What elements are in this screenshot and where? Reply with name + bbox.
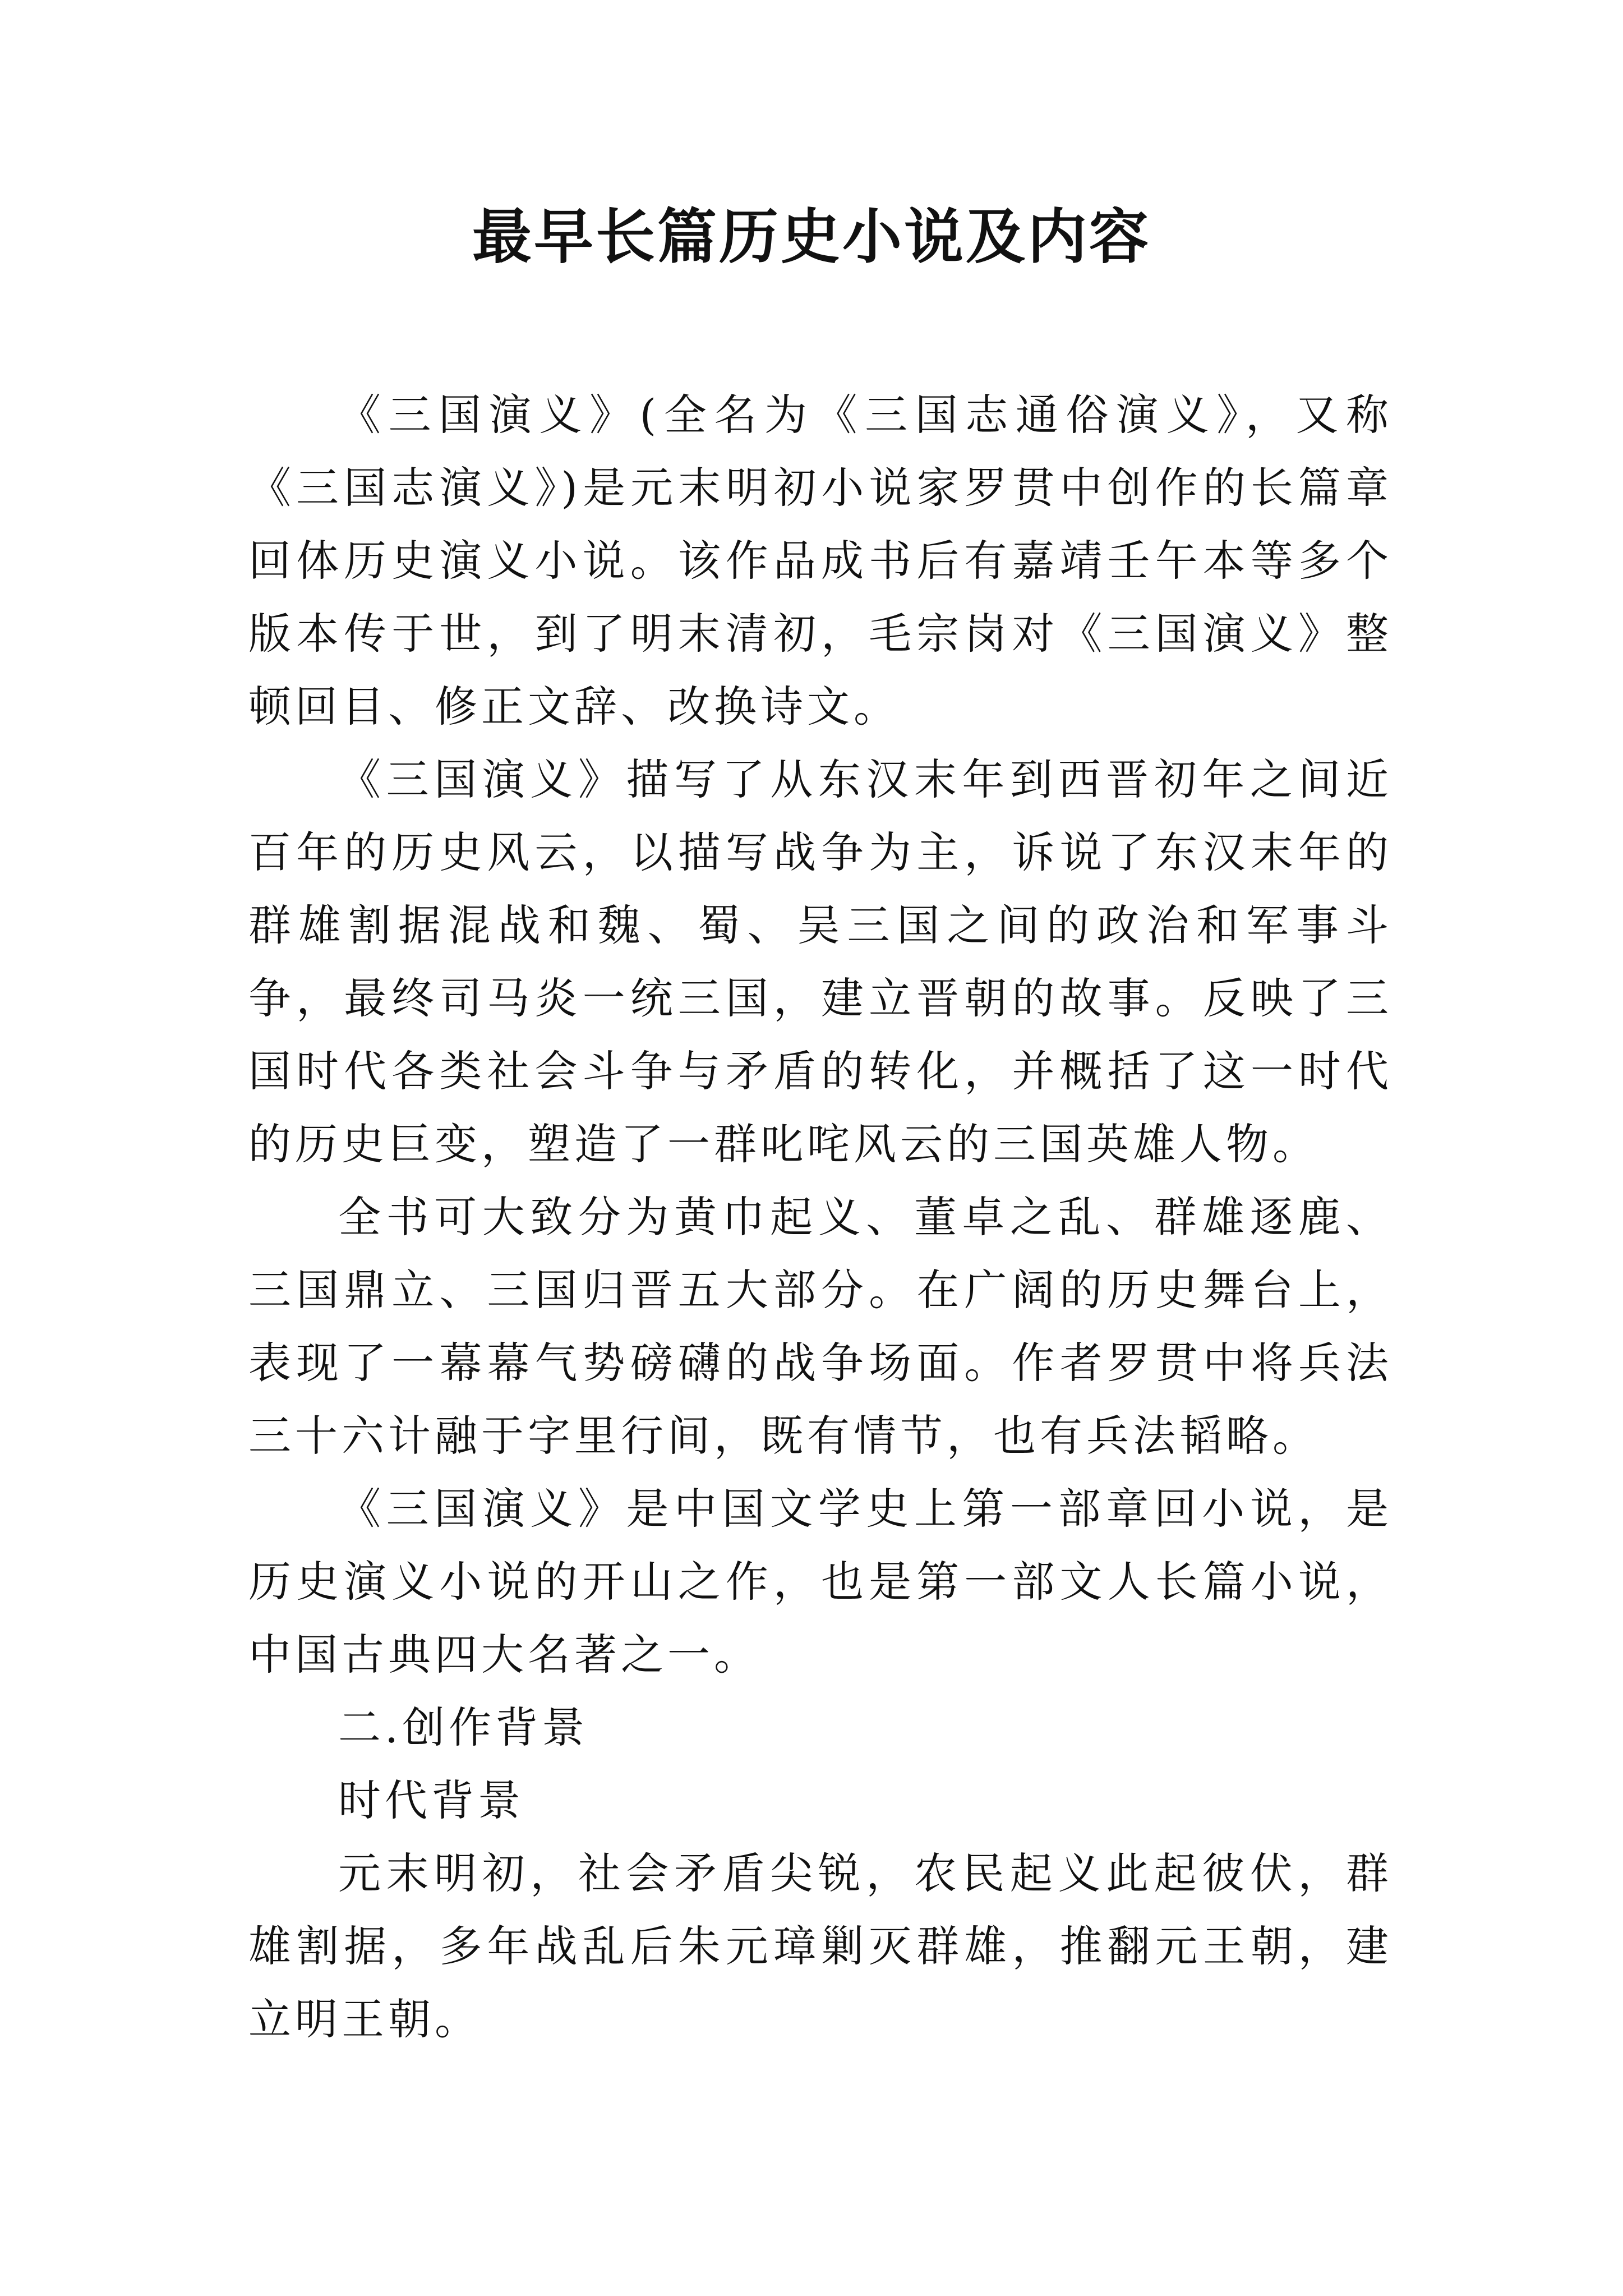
document-body [248, 379, 1393, 2056]
paragraph-significance: 《三国演义》是中国文学史上第一部章回小说，是历史演义小说的开山之作，也是第一部文人长篇小说， 中国古典四大名著之一。 [248, 1484, 1393, 1680]
paragraph-content: 《三国演义》描写了从东汉末年到西晋初年之间近百年的历史风云，以描写战争为主，诉说了东汉末年的群雄割据混战和魏、蜀、吴三国之间的政治和军事斗争，最终司马炎一统三国，建立晋朝的故事。反映了三国时代各类社会斗争与矛盾的转化，并概括了这一时代的历史巨变，塑造了一群叱咤风云的三国英雄人物。 [248, 754, 1393, 1169]
paragraph-structure: 全书可大致分为黄巾起义、董卓之乱、群雄逐鹿、三国鼎立、三国归晋五大部分。在广阔的历史舞台上，表现了一幕幕气势磅礴的战争场面。作者罗贯中将兵法三十六计融于字里行间，既有情节，也有兵法韬略。 [248, 1192, 1393, 1461]
page-title: 最早长篇历史小说及内容 [472, 201, 1151, 272]
subsection-heading-era: 时代背景 [338, 1775, 524, 1825]
paragraph-intro: 《三国演义》(全名为《三国志通俗演义》，又称《三国志演义》)是元末明初小说家罗贯中创作的长篇章回体历史演义小说。该作品成书后有嘉靖壬午本等多个版本传于世，到了明末清初，毛宗岗对《三国演义》整顿回目、修正文辞、改换诗文。 [248, 390, 1393, 731]
paragraph-era: 元末明初，社会矛盾尖锐，农民起义此起彼伏，群雄割据，多年战乱后朱元璋剿灭群雄，推翻元王朝，建立明王朝。 [248, 1848, 1393, 2044]
section-heading-background: 二.创作背景 [338, 1703, 589, 1752]
